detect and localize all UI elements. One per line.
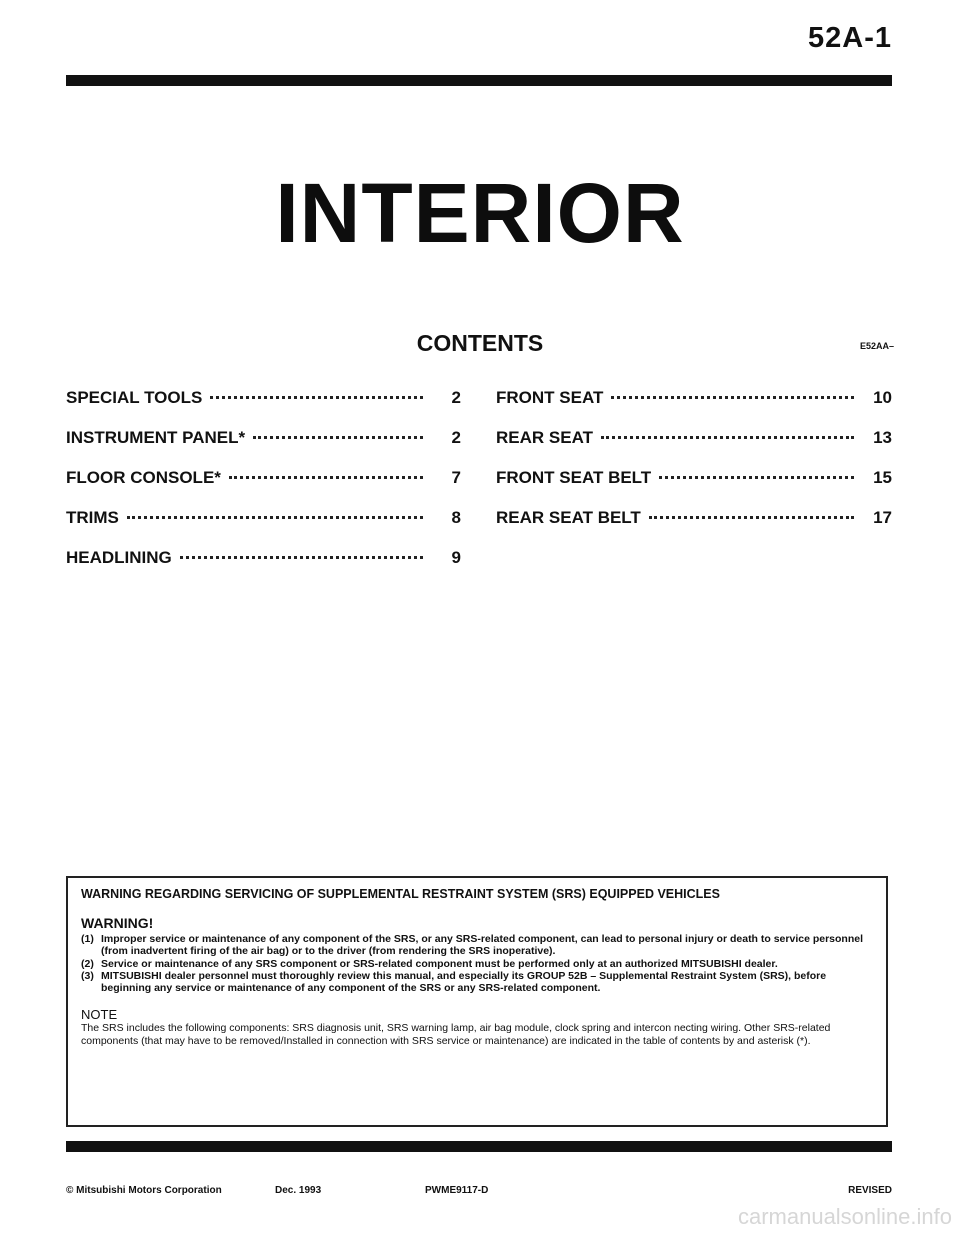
toc-leader-dots xyxy=(601,436,854,439)
toc-entry-label: HEADLINING xyxy=(66,548,172,567)
warning-item-text: Improper service or maintenance of any component of the SRS, or any SRS-related component, can lead to personal injury or death to service personnel (from inadvertent firing of the air bag) or to the driver (from rendering the SRS inoperative). xyxy=(101,933,864,958)
toc-leader-dots xyxy=(229,476,423,479)
toc-leader-dots xyxy=(127,516,423,519)
contents-heading: CONTENTS xyxy=(416,330,544,356)
toc-entry-page: 15 xyxy=(873,468,892,487)
bottom-rule xyxy=(66,1141,892,1152)
toc-right-column xyxy=(496,388,892,548)
toc-entry[interactable] xyxy=(66,428,461,468)
toc-leader-dots xyxy=(253,436,423,439)
warning-label: WARNING! xyxy=(81,915,154,931)
toc-entry-page: 10 xyxy=(873,388,892,407)
toc-entry-page: 8 xyxy=(451,508,461,527)
toc-entry[interactable] xyxy=(66,388,461,428)
toc-entry-page: 2 xyxy=(451,428,461,447)
toc-leader-dots xyxy=(210,396,423,399)
toc-entry-label: SPECIAL TOOLS xyxy=(66,388,203,407)
contents-code: E52AA– xyxy=(859,341,894,351)
toc-entry-label: FRONT SEAT xyxy=(496,388,604,407)
toc-entry-label: FRONT SEAT BELT xyxy=(496,468,652,487)
warning-item xyxy=(81,933,873,958)
warning-title: WARNING REGARDING SERVICING OF SUPPLEMENTAL RESTRAINT SYSTEM (SRS) EQUIPPED VEHICLES xyxy=(81,887,720,901)
toc-entry[interactable] xyxy=(496,428,892,468)
warning-item-number: (1) xyxy=(81,933,94,945)
footer-revised-status: REVISED xyxy=(848,1185,892,1196)
toc-entry[interactable] xyxy=(66,548,461,588)
toc-entry-page: 9 xyxy=(451,548,461,567)
toc-leader-dots xyxy=(611,396,854,399)
note-label: NOTE xyxy=(81,1007,118,1023)
footer-copyright: © Mitsubishi Motors Corporation xyxy=(66,1185,222,1196)
toc-entry-page: 17 xyxy=(873,508,892,527)
toc-entry-page: 2 xyxy=(451,388,461,407)
warning-item-number: (2) xyxy=(81,957,94,970)
toc-leader-dots xyxy=(649,516,854,519)
toc-entry-label: REAR SEAT xyxy=(496,428,593,447)
page-number: 52A-1 xyxy=(808,22,892,54)
toc-entry[interactable] xyxy=(66,508,461,548)
warning-item-number: (3) xyxy=(81,969,94,982)
note-text: The SRS includes the following components: SRS diagnosis unit, SRS warning lamp, air bag module, clock spring and intercon necting wiring. Other SRS-related components (that may have to be removed/Installed in connection with SRS service or maintenance) are indicated in the table of contents by and asterisk (*). xyxy=(81,1022,831,1047)
warning-item xyxy=(81,958,873,970)
toc-leader-dots xyxy=(659,476,854,479)
srs-warning-box xyxy=(66,876,888,1127)
top-rule xyxy=(66,75,892,86)
toc-entry-page: 13 xyxy=(873,428,892,447)
toc-entry-label: REAR SEAT BELT xyxy=(496,508,641,527)
toc-entry[interactable] xyxy=(496,468,892,508)
toc-leader-dots xyxy=(180,556,423,559)
warning-item-text: MITSUBISHI dealer personnel must thoroughly review this manual, and especially its GROUP 52B – Supplemental Restraint System (SRS), before beginning any service or maintenance of any component of the SRS or any SRS-related component. xyxy=(101,969,827,995)
toc-entry-label: FLOOR CONSOLE* xyxy=(66,468,221,487)
main-title: INTERIOR xyxy=(275,166,685,260)
toc-entry-label: TRIMS xyxy=(66,508,119,527)
toc-entry[interactable] xyxy=(496,388,892,428)
toc-entry-page: 7 xyxy=(451,468,461,487)
warning-item-text: Service or maintenance of any SRS component or SRS-related component must be performed only at an authorized MITSUBISHI dealer. xyxy=(101,957,778,970)
toc-entry-label: INSTRUMENT PANEL* xyxy=(66,428,246,447)
warning-list xyxy=(81,933,873,994)
footer-publication-code: PWME9117-D xyxy=(425,1185,489,1196)
watermark: carmanualsonline.info xyxy=(737,1204,952,1229)
footer-date: Dec. 1993 xyxy=(275,1185,322,1196)
warning-item xyxy=(81,970,873,995)
toc-entry[interactable] xyxy=(66,468,461,508)
toc-entry[interactable] xyxy=(496,508,892,548)
toc-left-column xyxy=(66,388,461,588)
